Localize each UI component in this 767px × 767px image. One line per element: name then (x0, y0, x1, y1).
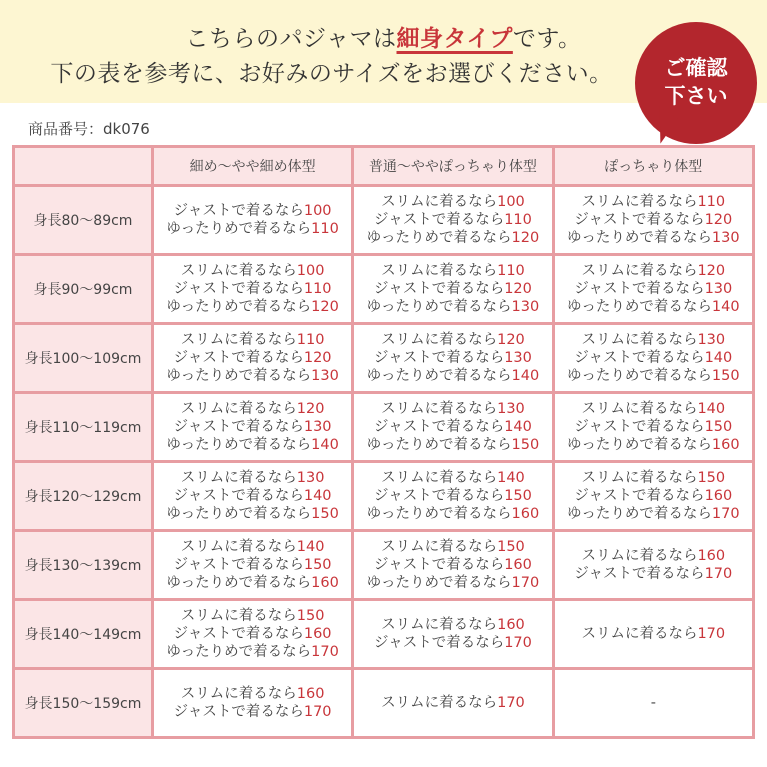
size-number: 170 (711, 506, 740, 522)
size-recommendation (154, 487, 351, 505)
size-number: 100 (296, 263, 325, 279)
size-number: 120 (303, 350, 332, 366)
fit-label: ジャストで着るなら (373, 557, 505, 573)
size-cell (555, 394, 752, 460)
fit-label: スリムに着るなら (381, 263, 498, 279)
fit-label: ゆったりめで着るなら (166, 221, 312, 237)
fit-label: ゆったりめで着るなら (366, 230, 512, 246)
size-number: 130 (711, 230, 740, 246)
size-cell (354, 601, 551, 667)
fit-label: ゆったりめで着るなら (567, 230, 712, 246)
size-recommendation (354, 349, 551, 367)
size-recommendation (154, 574, 351, 592)
size-recommendation (154, 556, 351, 574)
size-recommendation (555, 487, 752, 505)
size-cell (354, 463, 551, 529)
fit-label: ゆったりめで着るなら (166, 575, 312, 591)
size-number: 120 (504, 281, 532, 297)
size-recommendation (354, 469, 551, 487)
size-cell (154, 601, 351, 667)
size-cell (555, 601, 752, 667)
size-number: 170 (504, 635, 532, 651)
size-number: 120 (697, 263, 726, 279)
headline-text-post: です。 (512, 26, 582, 52)
size-number: 170 (511, 575, 540, 591)
size-number: 160 (511, 506, 540, 522)
row-header-height: 身長80〜89cm (15, 187, 151, 253)
fit-label: スリムに着るなら (381, 194, 498, 210)
size-number: 150 (497, 539, 525, 555)
size-recommendation (555, 400, 752, 418)
size-cell (354, 394, 551, 460)
size-recommendation (555, 565, 752, 583)
table-row (15, 187, 752, 253)
size-number: 130 (497, 401, 525, 417)
size-recommendation (555, 193, 752, 211)
size-number: 110 (504, 212, 532, 228)
size-cell (354, 256, 551, 322)
size-recommendation (154, 505, 351, 523)
column-header-regular: 普通〜ややぽっちゃり体型 (354, 148, 551, 184)
size-number: 110 (697, 194, 726, 210)
size-number: 130 (504, 350, 532, 366)
size-number: 130 (704, 281, 733, 297)
size-number: 160 (303, 626, 332, 642)
fit-label: ゆったりめで着るなら (166, 644, 312, 660)
size-number: 150 (711, 368, 740, 384)
size-number: 100 (303, 203, 332, 219)
row-header-height: 身長90〜99cm (15, 256, 151, 322)
size-number: 160 (504, 557, 532, 573)
fit-label: ジャストで着るなら (373, 635, 505, 651)
size-number: 150 (697, 470, 726, 486)
size-recommendation (354, 694, 551, 712)
size-number: 130 (697, 332, 726, 348)
size-cell (154, 187, 351, 253)
column-header-chubby: ぽっちゃり体型 (555, 148, 752, 184)
fit-label: ゆったりめで着るなら (567, 368, 712, 384)
size-recommendation (154, 685, 351, 703)
fit-label: スリムに着るなら (581, 470, 698, 486)
size-number: 140 (311, 437, 339, 453)
fit-label: ジャストで着るなら (173, 281, 304, 297)
size-recommendation (154, 298, 351, 316)
fit-label: スリムに着るなら (180, 263, 297, 279)
size-recommendation (354, 556, 551, 574)
size-recommendation (154, 367, 351, 385)
fit-label: スリムに着るなら (381, 470, 498, 486)
fit-label: スリムに着るなら (381, 539, 498, 555)
size-table (12, 145, 755, 739)
size-recommendation (555, 229, 752, 247)
headline-line-2: 下の表を参考に、お好みのサイズをお選びください。 (50, 61, 613, 87)
fit-label: スリムに着るなら (581, 332, 698, 348)
fit-label: スリムに着るなら (180, 332, 297, 348)
confirm-badge (635, 22, 757, 144)
fit-label: ゆったりめで着るなら (366, 575, 512, 591)
table-row (15, 256, 752, 322)
size-recommendation (354, 538, 551, 556)
size-recommendation (354, 298, 551, 316)
size-number: 140 (303, 488, 332, 504)
size-recommendation (154, 607, 351, 625)
size-cell (354, 187, 551, 253)
row-header-height: 身長110〜119cm (15, 394, 151, 460)
size-number: 120 (704, 212, 733, 228)
size-recommendation (354, 634, 551, 652)
fit-label: ゆったりめで着るなら (166, 299, 312, 315)
size-cell (555, 532, 752, 598)
size-recommendation (555, 349, 752, 367)
fit-label: ゆったりめで着るなら (567, 437, 712, 453)
fit-label: ジャストで着るなら (574, 350, 705, 366)
size-recommendation (354, 262, 551, 280)
size-cell (555, 670, 752, 736)
fit-label: スリムに着るなら (581, 548, 698, 564)
size-recommendation (354, 616, 551, 634)
size-recommendation (354, 418, 551, 436)
size-recommendation (354, 280, 551, 298)
fit-label: スリムに着るなら (180, 539, 297, 555)
fit-label: ゆったりめで着るなら (567, 299, 712, 315)
table-row (15, 325, 752, 391)
size-recommendation (354, 574, 551, 592)
size-cell (154, 670, 351, 736)
size-number: 130 (311, 368, 339, 384)
fit-label: スリムに着るなら (581, 194, 698, 210)
fit-label: ジャストで着るなら (373, 488, 505, 504)
fit-label: スリムに着るなら (180, 470, 297, 486)
fit-label: ジャストで着るなら (173, 203, 304, 219)
fit-label: ゆったりめで着るなら (166, 368, 312, 384)
size-recommendation (154, 202, 351, 220)
size-number: 130 (511, 299, 540, 315)
table-header-row (15, 148, 752, 184)
size-number: 160 (697, 548, 726, 564)
size-number: 150 (704, 419, 733, 435)
size-recommendation (555, 367, 752, 385)
fit-label: ジャストで着るなら (173, 626, 304, 642)
fit-label: スリムに着るなら (180, 608, 297, 624)
size-cell (555, 325, 752, 391)
fit-label: ジャストで着るなら (574, 212, 705, 228)
size-recommendation (555, 436, 752, 454)
fit-label: ゆったりめで着るなら (366, 437, 512, 453)
size-cell (555, 187, 752, 253)
fit-label: スリムに着るなら (381, 332, 498, 348)
fit-label: ゆったりめで着るなら (366, 368, 512, 384)
size-recommendation (555, 469, 752, 487)
fit-label: ジャストで着るなら (173, 419, 304, 435)
fit-label: ジャストで着るなら (574, 488, 705, 504)
fit-label: ジャストで着るなら (373, 212, 505, 228)
size-number: 120 (296, 401, 325, 417)
size-number: 140 (511, 368, 540, 384)
badge-line-2: 下さい (664, 84, 728, 108)
size-number: 130 (303, 419, 332, 435)
size-number: 170 (311, 644, 339, 660)
table-body (15, 187, 752, 736)
size-number: 160 (296, 686, 325, 702)
size-recommendation (354, 436, 551, 454)
size-recommendation (154, 400, 351, 418)
size-recommendation (354, 331, 551, 349)
fit-label: スリムに着るなら (581, 626, 698, 642)
size-number: 140 (296, 539, 325, 555)
fit-label: ジャストで着るなら (373, 350, 505, 366)
table-corner-cell (15, 148, 151, 184)
size-recommendation (354, 487, 551, 505)
size-recommendation (154, 469, 351, 487)
size-number: 120 (497, 332, 525, 348)
fit-label: スリムに着るなら (581, 263, 698, 279)
size-number: 170 (704, 566, 733, 582)
size-recommendation (154, 625, 351, 643)
fit-label: スリムに着るなら (381, 401, 498, 417)
size-number: 150 (311, 506, 339, 522)
fit-label: スリムに着るなら (381, 617, 498, 633)
size-recommendation (154, 643, 351, 661)
size-recommendation (555, 298, 752, 316)
fit-label: ジャストで着るなら (574, 566, 705, 582)
headline-text-pre: こちらのパジャマは (185, 26, 397, 52)
table-row (15, 394, 752, 460)
size-recommendation (555, 694, 752, 712)
fit-label: ジャストで着るなら (173, 704, 304, 720)
badge-line-1: ご確認 (664, 56, 728, 80)
fit-label: ゆったりめで着るなら (166, 437, 312, 453)
fit-label: ジャストで着るなら (574, 281, 705, 297)
size-number: 120 (511, 230, 540, 246)
row-header-height: 身長150〜159cm (15, 670, 151, 736)
size-recommendation (354, 211, 551, 229)
fit-label: ゆったりめで着るなら (166, 506, 312, 522)
size-number: 160 (704, 488, 733, 504)
size-recommendation (354, 229, 551, 247)
size-number: 160 (497, 617, 525, 633)
fit-label: スリムに着るなら (180, 686, 297, 702)
size-recommendation (154, 418, 351, 436)
size-recommendation (154, 280, 351, 298)
size-cell (154, 463, 351, 529)
size-cell (154, 394, 351, 460)
size-number: 170 (303, 704, 332, 720)
fit-label: スリムに着るなら (581, 401, 698, 417)
row-header-height: 身長100〜109cm (15, 325, 151, 391)
fit-label: ジャストで着るなら (373, 281, 505, 297)
headline-emphasis: 細身タイプ (396, 26, 513, 52)
size-number: 140 (504, 419, 532, 435)
row-header-height: 身長140〜149cm (15, 601, 151, 667)
size-recommendation (555, 625, 752, 643)
size-recommendation (154, 262, 351, 280)
size-cell (154, 532, 351, 598)
size-number: 150 (303, 557, 332, 573)
size-number: 160 (311, 575, 339, 591)
table-row (15, 463, 752, 529)
size-number: 140 (497, 470, 525, 486)
row-header-height: 身長130〜139cm (15, 532, 151, 598)
fit-label: ジャストで着るなら (173, 350, 304, 366)
size-number: 110 (311, 221, 339, 237)
product-number: 商品番号：dk076 (28, 120, 150, 138)
size-recommendation (555, 280, 752, 298)
size-number: 140 (711, 299, 740, 315)
size-recommendation (154, 703, 351, 721)
size-cell (154, 256, 351, 322)
size-number: 110 (296, 332, 325, 348)
size-recommendation (154, 331, 351, 349)
size-number: - (650, 695, 656, 711)
size-recommendation (354, 367, 551, 385)
fit-label: スリムに着るなら (180, 401, 297, 417)
column-header-slim: 細め〜やや細め体型 (154, 148, 351, 184)
fit-label: ゆったりめで着るなら (366, 506, 512, 522)
size-cell (555, 463, 752, 529)
size-recommendation (354, 400, 551, 418)
table-row (15, 670, 752, 736)
size-recommendation (154, 538, 351, 556)
size-number: 140 (697, 401, 726, 417)
size-recommendation (555, 211, 752, 229)
fit-label: ジャストで着るなら (373, 419, 505, 435)
size-cell (354, 670, 551, 736)
size-number: 110 (303, 281, 332, 297)
row-header-height: 身長120〜129cm (15, 463, 151, 529)
size-recommendation (154, 220, 351, 238)
size-number: 150 (296, 608, 325, 624)
fit-label: ジャストで着るなら (574, 419, 705, 435)
size-number: 130 (296, 470, 325, 486)
fit-label: ジャストで着るなら (173, 488, 304, 504)
size-recommendation (555, 262, 752, 280)
fit-label: ゆったりめで着るなら (366, 299, 512, 315)
size-number: 120 (311, 299, 339, 315)
fit-label: ゆったりめで着るなら (567, 506, 712, 522)
size-number: 160 (711, 437, 740, 453)
fit-label: ジャストで着るなら (173, 557, 304, 573)
table-row (15, 532, 752, 598)
size-number: 170 (697, 626, 726, 642)
size-number: 150 (504, 488, 532, 504)
size-number: 170 (497, 695, 525, 711)
size-cell (354, 325, 551, 391)
size-cell (354, 532, 551, 598)
size-number: 150 (511, 437, 540, 453)
size-number: 110 (497, 263, 525, 279)
size-recommendation (354, 193, 551, 211)
size-recommendation (555, 418, 752, 436)
size-cell (154, 325, 351, 391)
size-recommendation (555, 505, 752, 523)
table-row (15, 601, 752, 667)
size-recommendation (154, 349, 351, 367)
size-recommendation (555, 331, 752, 349)
fit-label: スリムに着るなら (381, 695, 498, 711)
size-recommendation (154, 436, 351, 454)
size-number: 100 (497, 194, 525, 210)
size-cell (555, 256, 752, 322)
size-recommendation (354, 505, 551, 523)
size-number: 140 (704, 350, 733, 366)
size-recommendation (555, 547, 752, 565)
